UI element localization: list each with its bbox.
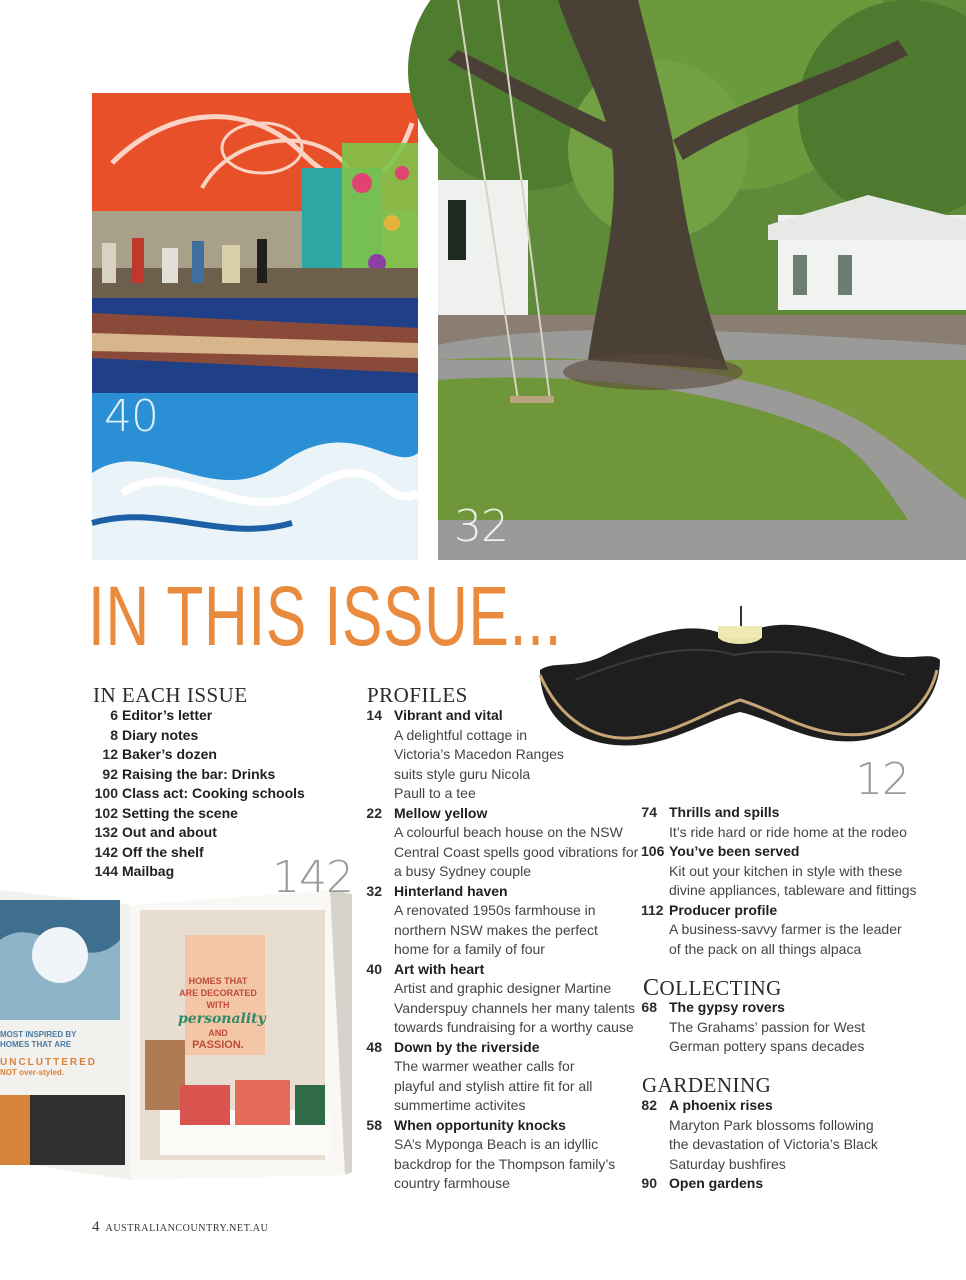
- open-book-photo: [0, 880, 352, 1195]
- page-title: IN THIS ISSUE...: [88, 569, 563, 663]
- toc-entry-description: Artist and graphic designer Martine: [394, 980, 612, 996]
- toc-entry-title: Diary notes: [122, 726, 199, 743]
- toc-page-number: 40: [366, 960, 382, 977]
- toc-entry[interactable]: [366, 804, 638, 882]
- toc-entry-description: A colourful beach house on the NSW: [394, 824, 623, 840]
- toc-entry-title: Mailbag: [122, 863, 175, 879]
- farmhouse-photo: [438, 0, 966, 560]
- toc-page-number: 142: [94, 843, 118, 860]
- toc-entry[interactable]: [366, 882, 598, 960]
- toc-entry-description: of the pack on all things alpaca: [669, 940, 862, 957]
- toc-entry[interactable]: [366, 706, 564, 804]
- toc-entry[interactable]: [366, 960, 635, 1038]
- toc-entry-description: country farmhouse: [394, 1175, 510, 1191]
- toc-entry[interactable]: [641, 803, 907, 842]
- toc-page-number: 82: [641, 1097, 657, 1113]
- toc-entry-description: Victoria’s Macedon Ranges: [394, 746, 564, 762]
- toc-entry-description: Saturday bushfires: [669, 1155, 786, 1172]
- toc-page-number: 6: [110, 707, 118, 723]
- website-url: AUSTRALIANCOUNTRY.NET.AU: [105, 1223, 269, 1234]
- toc-entry-description: SA’s Myponga Beach is an idyllic: [394, 1136, 599, 1152]
- toc-page-number: 22: [366, 804, 382, 821]
- book-text-line: AND: [208, 1028, 228, 1038]
- toc-entry-title: Out and about: [122, 824, 217, 840]
- toc-entry-description: playful and stylish attire fit for all: [394, 1077, 593, 1094]
- toc-page-number: 48: [366, 1038, 382, 1055]
- toc-entry-title: Producer profile: [669, 901, 778, 918]
- toc-entry-description: a busy Sydney couple: [394, 863, 531, 879]
- in-each-issue-heading: IN EACH ISSUE: [93, 683, 248, 707]
- toc-page-number: 12: [102, 746, 118, 762]
- toc-entry-description: the devastation of Victoria’s Black: [669, 1136, 878, 1152]
- profiles-heading: PROFILES: [367, 683, 468, 707]
- toc-entry[interactable]: [641, 842, 917, 901]
- book-text-line: PASSION.: [192, 1039, 244, 1051]
- page-number: 4: [92, 1219, 100, 1235]
- toc-entry-title: Open gardens: [669, 1175, 764, 1191]
- toc-entry-description: Central Coast spells good vibrations for: [394, 843, 639, 860]
- toc-entry-title: Art with heart: [394, 960, 485, 977]
- toc-page-number: 32: [366, 882, 382, 899]
- toc-entry[interactable]: [92, 745, 217, 765]
- toc-entry-title: Down by the riverside: [394, 1038, 540, 1055]
- toc-entry-description: The Grahams’ passion for West: [669, 1018, 866, 1035]
- toc-entry[interactable]: [366, 1038, 592, 1116]
- toc-entry-description: home for a family of four: [394, 941, 545, 957]
- toc-entry[interactable]: [366, 1116, 615, 1194]
- toc-entry[interactable]: [92, 784, 305, 804]
- toc-entry-description: The warmer weather calls for: [394, 1058, 575, 1074]
- toc-entry-title: Thrills and spills: [669, 804, 780, 820]
- farmhouse-page-ref: 32: [454, 501, 508, 552]
- toc-entry-description: Maryton Park blossoms following: [669, 1116, 874, 1133]
- book-text-line: WITH: [206, 1000, 230, 1010]
- toc-page-number: 90: [641, 1175, 657, 1191]
- toc-page-number: 144: [94, 863, 118, 879]
- page-footer: [92, 1219, 268, 1236]
- toc-entry-description: A delightful cottage in: [394, 726, 528, 743]
- toc-entry-description: suits style guru Nicola: [394, 765, 531, 782]
- toc-entry-description: towards fundraising for a worthy cause: [394, 1019, 634, 1035]
- toc-entry-description: Kit out your kitchen in style with these: [669, 862, 903, 879]
- toc-entry-title: Setting the scene: [122, 804, 238, 821]
- toc-entry[interactable]: [92, 804, 238, 824]
- toc-entry-title: You’ve been served: [669, 843, 800, 859]
- toc-entry[interactable]: [92, 765, 275, 785]
- toc-entry-title: Mellow yellow: [394, 804, 488, 821]
- collecting-heading: [643, 976, 782, 1000]
- toc-entry-title: The gypsy rovers: [669, 999, 785, 1015]
- book-text-line: UNCLUTTERED: [0, 1057, 97, 1068]
- toc-entry-description: backdrop for the Thompson family’s: [394, 1155, 616, 1172]
- toc-entry-description: Paull to a tee: [394, 785, 476, 801]
- toc-entry[interactable]: [92, 843, 204, 863]
- toc-page-number: 106: [641, 843, 665, 859]
- toc-entry[interactable]: [92, 862, 174, 882]
- art-studio-page-ref: 40: [104, 391, 158, 442]
- gardening-heading: GARDENING: [642, 1073, 772, 1097]
- toc-entry-title: Vibrant and vital: [394, 707, 503, 723]
- toc-entry-title: Hinterland haven: [394, 882, 508, 899]
- book-text-line: personality: [178, 1011, 266, 1027]
- toc-entry-title: When opportunity knocks: [394, 1116, 566, 1133]
- toc-entry-description: A business-savvy farmer is the leader: [669, 921, 902, 937]
- collecting-heading-rest: OLLECTING: [659, 976, 782, 1000]
- collecting-heading-cap: C: [643, 975, 660, 1001]
- book-page-ref: 142: [272, 852, 353, 903]
- toc-entry[interactable]: [641, 1096, 878, 1174]
- book-text-line: MOST INSPIRED BY: [0, 1030, 77, 1039]
- toc-entry[interactable]: [641, 1174, 763, 1194]
- toc-entry-description: German pottery spans decades: [669, 1038, 865, 1054]
- art-studio-photo: [92, 93, 418, 560]
- toc-page-number: 92: [102, 765, 118, 782]
- toc-page-number: 112: [641, 901, 664, 918]
- toc-page-number: 132: [94, 824, 118, 840]
- toc-entry-description: divine appliances, tableware and fittings: [669, 882, 917, 898]
- toc-entry[interactable]: [92, 823, 217, 843]
- toc-entry-title: Off the shelf: [122, 843, 204, 860]
- book-text-line: NOT over-styled.: [0, 1068, 65, 1077]
- toc-page-number: 68: [641, 999, 657, 1015]
- toc-entry-description: It’s ride hard or ride home at the rodeo: [669, 823, 907, 840]
- toc-entry-title: Editor’s letter: [122, 707, 213, 723]
- moustache-page-ref: 12: [855, 754, 909, 805]
- toc-entry[interactable]: [92, 726, 198, 746]
- toc-page-number: 102: [94, 804, 118, 821]
- toc-entry-title: Baker’s dozen: [122, 746, 217, 762]
- toc-entry-title: Class act: Cooking schools: [122, 785, 305, 801]
- toc-page-number: 8: [110, 726, 118, 743]
- toc-page-number: 74: [641, 804, 657, 820]
- toc-entry-description: A renovated 1950s farmhouse in: [394, 902, 596, 918]
- toc-entry-description: northern NSW makes the perfect: [394, 921, 598, 938]
- toc-entry-title: A phoenix rises: [669, 1097, 773, 1113]
- toc-page-number: 58: [366, 1116, 382, 1133]
- toc-entry-title: Raising the bar: Drinks: [122, 765, 276, 782]
- toc-entry[interactable]: [92, 706, 212, 726]
- book-text-line: ARE DECORATED: [179, 988, 257, 998]
- moustache-photo: [535, 600, 945, 805]
- toc-entry-description: summertime activites: [394, 1097, 526, 1113]
- book-text-line: HOMES THAT: [188, 976, 248, 986]
- toc-entry[interactable]: [641, 998, 865, 1057]
- toc-page-number: 14: [366, 707, 382, 723]
- toc-entry[interactable]: [641, 901, 902, 960]
- toc-page-number: 100: [94, 785, 118, 801]
- toc-entry-description: Vanderspuy channels her many talents: [394, 999, 635, 1016]
- book-text-line: HOMES THAT ARE: [0, 1040, 72, 1049]
